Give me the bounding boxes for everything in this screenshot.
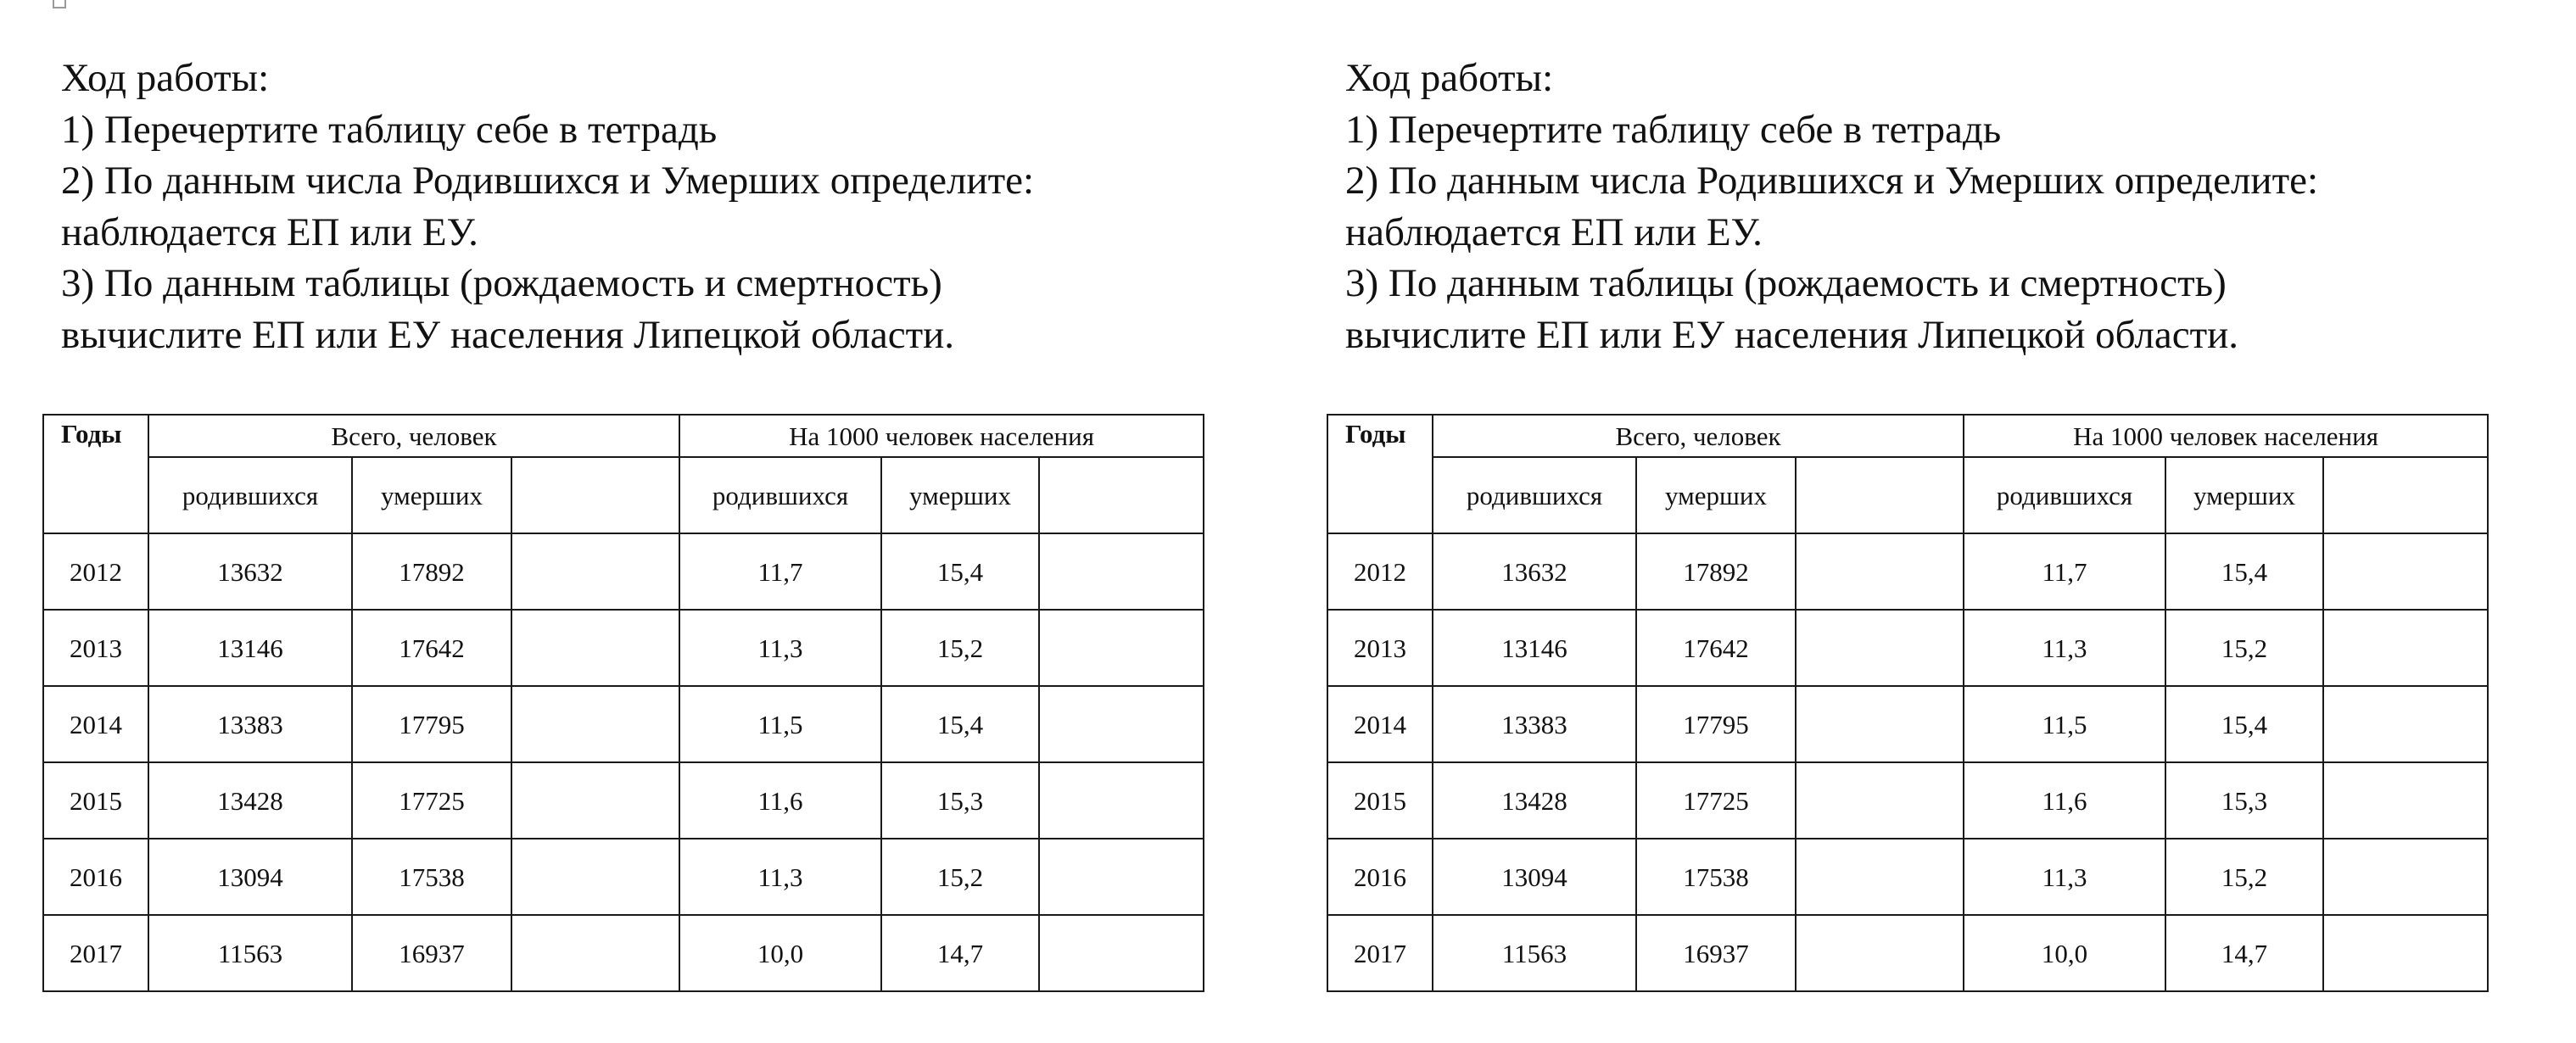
cell-died-rate: 15,2 — [881, 839, 1039, 915]
table-row — [43, 610, 1204, 686]
header-died: умерших — [1636, 457, 1796, 533]
header-born-rate: родившихся — [679, 457, 881, 533]
cell-died: 17538 — [1636, 839, 1796, 915]
cell-born: 11563 — [1433, 915, 1636, 991]
cell-born-rate: 11,3 — [1964, 839, 2165, 915]
cell-empty — [2323, 686, 2488, 762]
table-row — [1327, 533, 2488, 610]
cell-empty — [1039, 533, 1204, 610]
cell-empty — [1039, 762, 1204, 839]
cell-empty — [2323, 610, 2488, 686]
cell-year: 2017 — [1327, 915, 1433, 991]
table-header-row — [1327, 415, 2488, 457]
cell-died: 17795 — [352, 686, 511, 762]
table-row — [1327, 610, 2488, 686]
cell-empty — [511, 762, 679, 839]
cell-died: 17725 — [352, 762, 511, 839]
cell-born-rate: 11,6 — [679, 762, 881, 839]
cell-died: 17795 — [1636, 686, 1796, 762]
cell-empty — [1039, 686, 1204, 762]
cell-died: 17892 — [1636, 533, 1796, 610]
cell-year: 2014 — [1327, 686, 1433, 762]
cell-year: 2016 — [43, 839, 148, 915]
worksheet-left — [41, 0, 1262, 1043]
table-row — [43, 686, 1204, 762]
cell-born: 13632 — [148, 533, 352, 610]
cell-died-rate: 14,7 — [2165, 915, 2323, 991]
cell-died: 17642 — [352, 610, 511, 686]
cell-born-rate: 11,5 — [679, 686, 881, 762]
cell-empty — [511, 915, 679, 991]
header-empty-cell — [1039, 457, 1204, 533]
cell-empty — [1039, 839, 1204, 915]
cell-empty — [1796, 915, 1964, 991]
demographics-table — [42, 414, 1204, 992]
cell-died: 16937 — [352, 915, 511, 991]
header-per1000-group: На 1000 человек населения — [1964, 415, 2488, 457]
header-years: Годы — [43, 415, 148, 533]
cell-died-rate: 15,4 — [2165, 533, 2323, 610]
cell-died-rate: 15,4 — [2165, 686, 2323, 762]
instruction-step-1: 1) Перечертите таблицу себе в тетрадь — [1345, 107, 2002, 152]
table-row — [43, 533, 1204, 610]
instructions-heading: Ход работы: — [1345, 56, 1554, 100]
cell-born-rate: 11,3 — [1964, 610, 2165, 686]
cell-year: 2015 — [1327, 762, 1433, 839]
cell-died: 17725 — [1636, 762, 1796, 839]
cell-died-rate: 15,4 — [881, 686, 1039, 762]
cell-died-rate: 14,7 — [881, 915, 1039, 991]
header-died-rate: умерших — [2165, 457, 2323, 533]
cell-born-rate: 11,3 — [679, 610, 881, 686]
cell-born: 13383 — [1433, 686, 1636, 762]
cell-born: 13094 — [148, 839, 352, 915]
cell-born: 13632 — [1433, 533, 1636, 610]
cell-died: 16937 — [1636, 915, 1796, 991]
cell-year: 2015 — [43, 762, 148, 839]
cell-empty — [2323, 839, 2488, 915]
instruction-step-2: 2) По данным числа Родившихся и Умерших определите: — [1345, 159, 2319, 203]
instruction-step-2-cont: наблюдается ЕП или ЕУ. — [1345, 209, 1763, 254]
instruction-step-2-cont: наблюдается ЕП или ЕУ. — [61, 209, 478, 254]
cell-born-rate: 11,5 — [1964, 686, 2165, 762]
cell-year: 2012 — [1327, 533, 1433, 610]
table-row — [43, 762, 1204, 839]
cell-born: 13146 — [148, 610, 352, 686]
header-empty-cell — [2323, 457, 2488, 533]
table-row — [43, 915, 1204, 991]
header-died-rate: умерших — [881, 457, 1039, 533]
header-per1000-group: На 1000 человек населения — [679, 415, 1204, 457]
cell-died-rate: 15,2 — [2165, 610, 2323, 686]
cell-year: 2013 — [1327, 610, 1433, 686]
cell-born-rate: 11,6 — [1964, 762, 2165, 839]
instruction-step-2: 2) По данным числа Родившихся и Умерших определите: — [61, 159, 1035, 203]
cell-empty — [511, 839, 679, 915]
header-total-group: Всего, человек — [148, 415, 679, 457]
cell-empty — [1796, 686, 1964, 762]
cell-born: 13094 — [1433, 839, 1636, 915]
table-row — [1327, 762, 2488, 839]
table-row — [1327, 686, 2488, 762]
header-born: родившихся — [1433, 457, 1636, 533]
cell-year: 2016 — [1327, 839, 1433, 915]
cell-died: 17538 — [352, 839, 511, 915]
cell-year: 2014 — [43, 686, 148, 762]
cell-died: 17892 — [352, 533, 511, 610]
instruction-step-3: 3) По данным таблицы (рождаемость и смертность) — [61, 261, 942, 305]
cell-year: 2013 — [43, 610, 148, 686]
worksheet-right — [1325, 0, 2546, 1043]
header-born-rate: родившихся — [1964, 457, 2165, 533]
cell-born: 11563 — [148, 915, 352, 991]
cell-born-rate: 10,0 — [1964, 915, 2165, 991]
table-subheader-row — [43, 457, 1204, 533]
instruction-step-3: 3) По данным таблицы (рождаемость и смертность) — [1345, 261, 2227, 305]
cell-empty — [1039, 915, 1204, 991]
instruction-step-1: 1) Перечертите таблицу себе в тетрадь — [61, 107, 718, 152]
cell-died: 17642 — [1636, 610, 1796, 686]
cell-died-rate: 15,3 — [2165, 762, 2323, 839]
cell-born-rate: 11,7 — [1964, 533, 2165, 610]
cell-born: 13146 — [1433, 610, 1636, 686]
cell-born-rate: 11,7 — [679, 533, 881, 610]
cell-died-rate: 15,2 — [2165, 839, 2323, 915]
table-row — [43, 839, 1204, 915]
cell-empty — [511, 610, 679, 686]
cell-empty — [511, 686, 679, 762]
table-header-row — [43, 415, 1204, 457]
cell-empty — [2323, 762, 2488, 839]
cell-died-rate: 15,4 — [881, 533, 1039, 610]
table-row — [1327, 915, 2488, 991]
cell-born: 13383 — [148, 686, 352, 762]
instructions — [61, 53, 1034, 360]
header-empty-cell — [511, 457, 679, 533]
cell-year: 2012 — [43, 533, 148, 610]
demographics-table — [1327, 414, 2489, 992]
cell-year: 2017 — [43, 915, 148, 991]
instruction-step-3-cont: вычислите ЕП или ЕУ населения Липецкой области. — [1345, 312, 2239, 357]
cell-empty — [1796, 762, 1964, 839]
header-born: родившихся — [148, 457, 352, 533]
cell-empty — [1796, 610, 1964, 686]
instructions-heading: Ход работы: — [61, 56, 270, 100]
cell-empty — [2323, 533, 2488, 610]
header-empty-cell — [1796, 457, 1964, 533]
table-body — [43, 415, 1204, 991]
cell-born-rate: 11,3 — [679, 839, 881, 915]
header-years: Годы — [1327, 415, 1433, 533]
cell-born-rate: 10,0 — [679, 915, 881, 991]
table-body — [1327, 415, 2488, 991]
instruction-step-3-cont: вычислите ЕП или ЕУ населения Липецкой области. — [61, 312, 955, 357]
table-row — [1327, 839, 2488, 915]
instructions — [1345, 53, 2318, 360]
cell-empty — [1796, 839, 1964, 915]
cell-born: 13428 — [1433, 762, 1636, 839]
cell-died-rate: 15,3 — [881, 762, 1039, 839]
cell-born: 13428 — [148, 762, 352, 839]
header-total-group: Всего, человек — [1433, 415, 1964, 457]
cell-empty — [1039, 610, 1204, 686]
cell-empty — [1796, 533, 1964, 610]
cell-died-rate: 15,2 — [881, 610, 1039, 686]
cell-empty — [2323, 915, 2488, 991]
cell-empty — [511, 533, 679, 610]
table-subheader-row — [1327, 457, 2488, 533]
header-died: умерших — [352, 457, 511, 533]
